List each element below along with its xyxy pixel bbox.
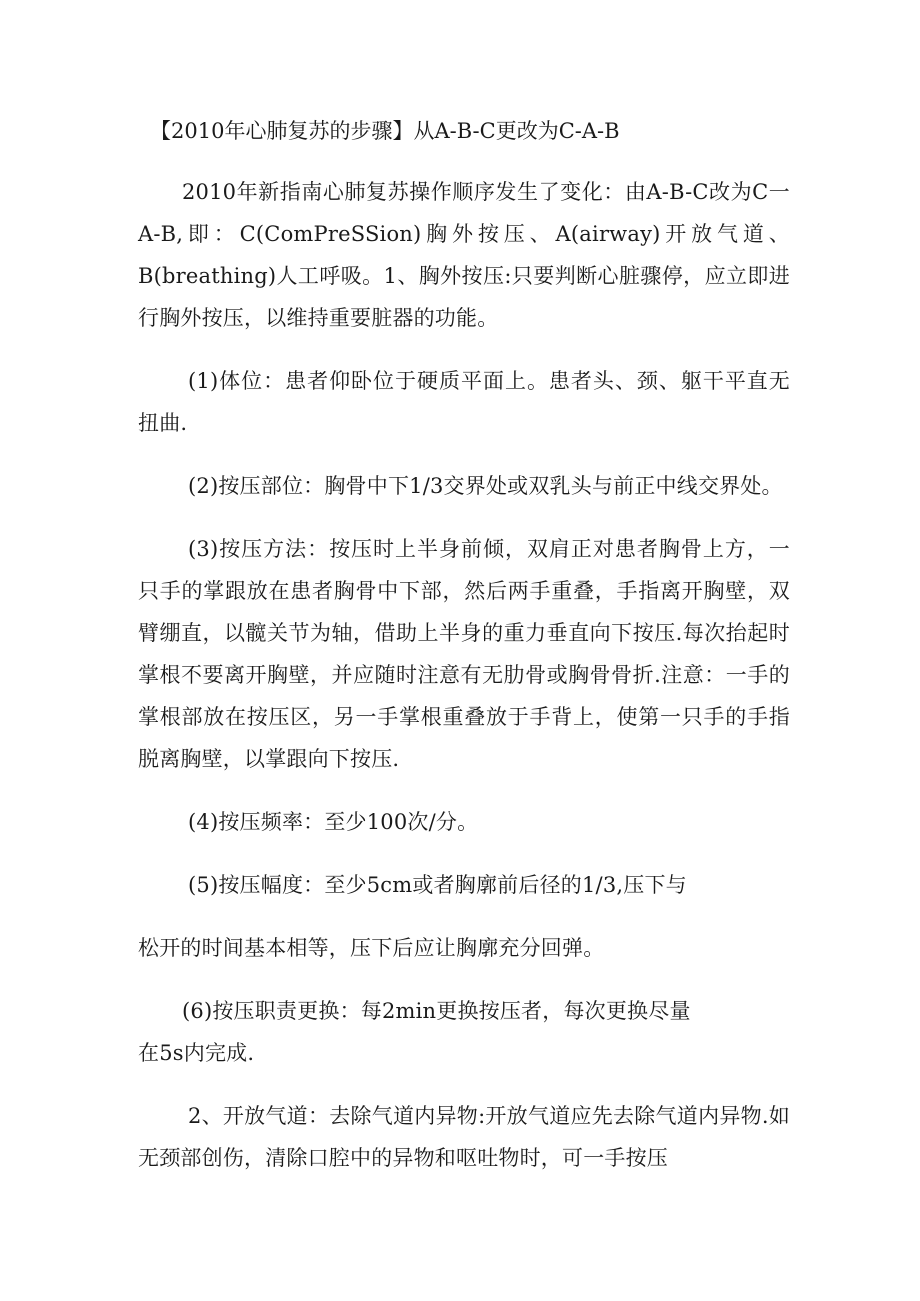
- paragraph-compression-site: (2)按压部位：胸骨中下1/3交界处或双乳头与前正中线交界处。: [188, 474, 783, 498]
- paragraph-role-switch: (6)按压职责更换：每2min更换按压者，每次更换尽量: [182, 999, 691, 1023]
- document-title: 【2010年心肺复苏的步骤】从A-B-C更改为C-A-B: [150, 119, 620, 143]
- paragraph-compression-method: (3)按压方法：按压时上半身前倾，双肩正对患者胸骨上方，一只手的掌跟放在患者胸骨中下部，然后两手重叠，手指离开胸壁，双臂绷直，以髋关节为轴，借助上半身的重力垂直向下按压.每次抬起时掌根不要离开胸壁，并应随时注意有无肋骨或胸骨骨折.注意：一手的掌根部放在按压区，另一手掌根重叠放于手背上，使第一只手的手指脱离胸壁，以掌跟向下按压.: [138, 537, 790, 771]
- paragraph-intro: 2010年新指南心肺复苏操作顺序发生了变化：由A-B-C改为C一A-B,即：C(ComPreSSion)胸外按压、A(airway)开放气道、B(breathing)人工呼吸。1、胸外按压:只要判断心脏骤停，应立即进行胸外按压，以维持重要脏器的功能。: [138, 180, 790, 330]
- paragraph-role-switch-cont: 在5s内完成.: [138, 1041, 255, 1065]
- paragraph-compression-rate: (4)按压频率：至少100次/分。: [188, 810, 479, 834]
- paragraph-position: (1)体位：患者仰卧位于硬质平面上。患者头、颈、躯干平直无扭曲.: [138, 369, 790, 435]
- paragraph-airway: 2、开放气道：去除气道内异物:开放气道应先去除气道内异物.如无颈部创伤，清除口腔中的异物和呕吐物时，可一手按压: [138, 1104, 790, 1170]
- paragraph-compression-depth-cont: 松开的时间基本相等，压下后应让胸廓充分回弹。: [138, 936, 605, 960]
- paragraph-compression-depth: (5)按压幅度：至少5cm或者胸廓前后径的1/3,压下与: [188, 873, 687, 897]
